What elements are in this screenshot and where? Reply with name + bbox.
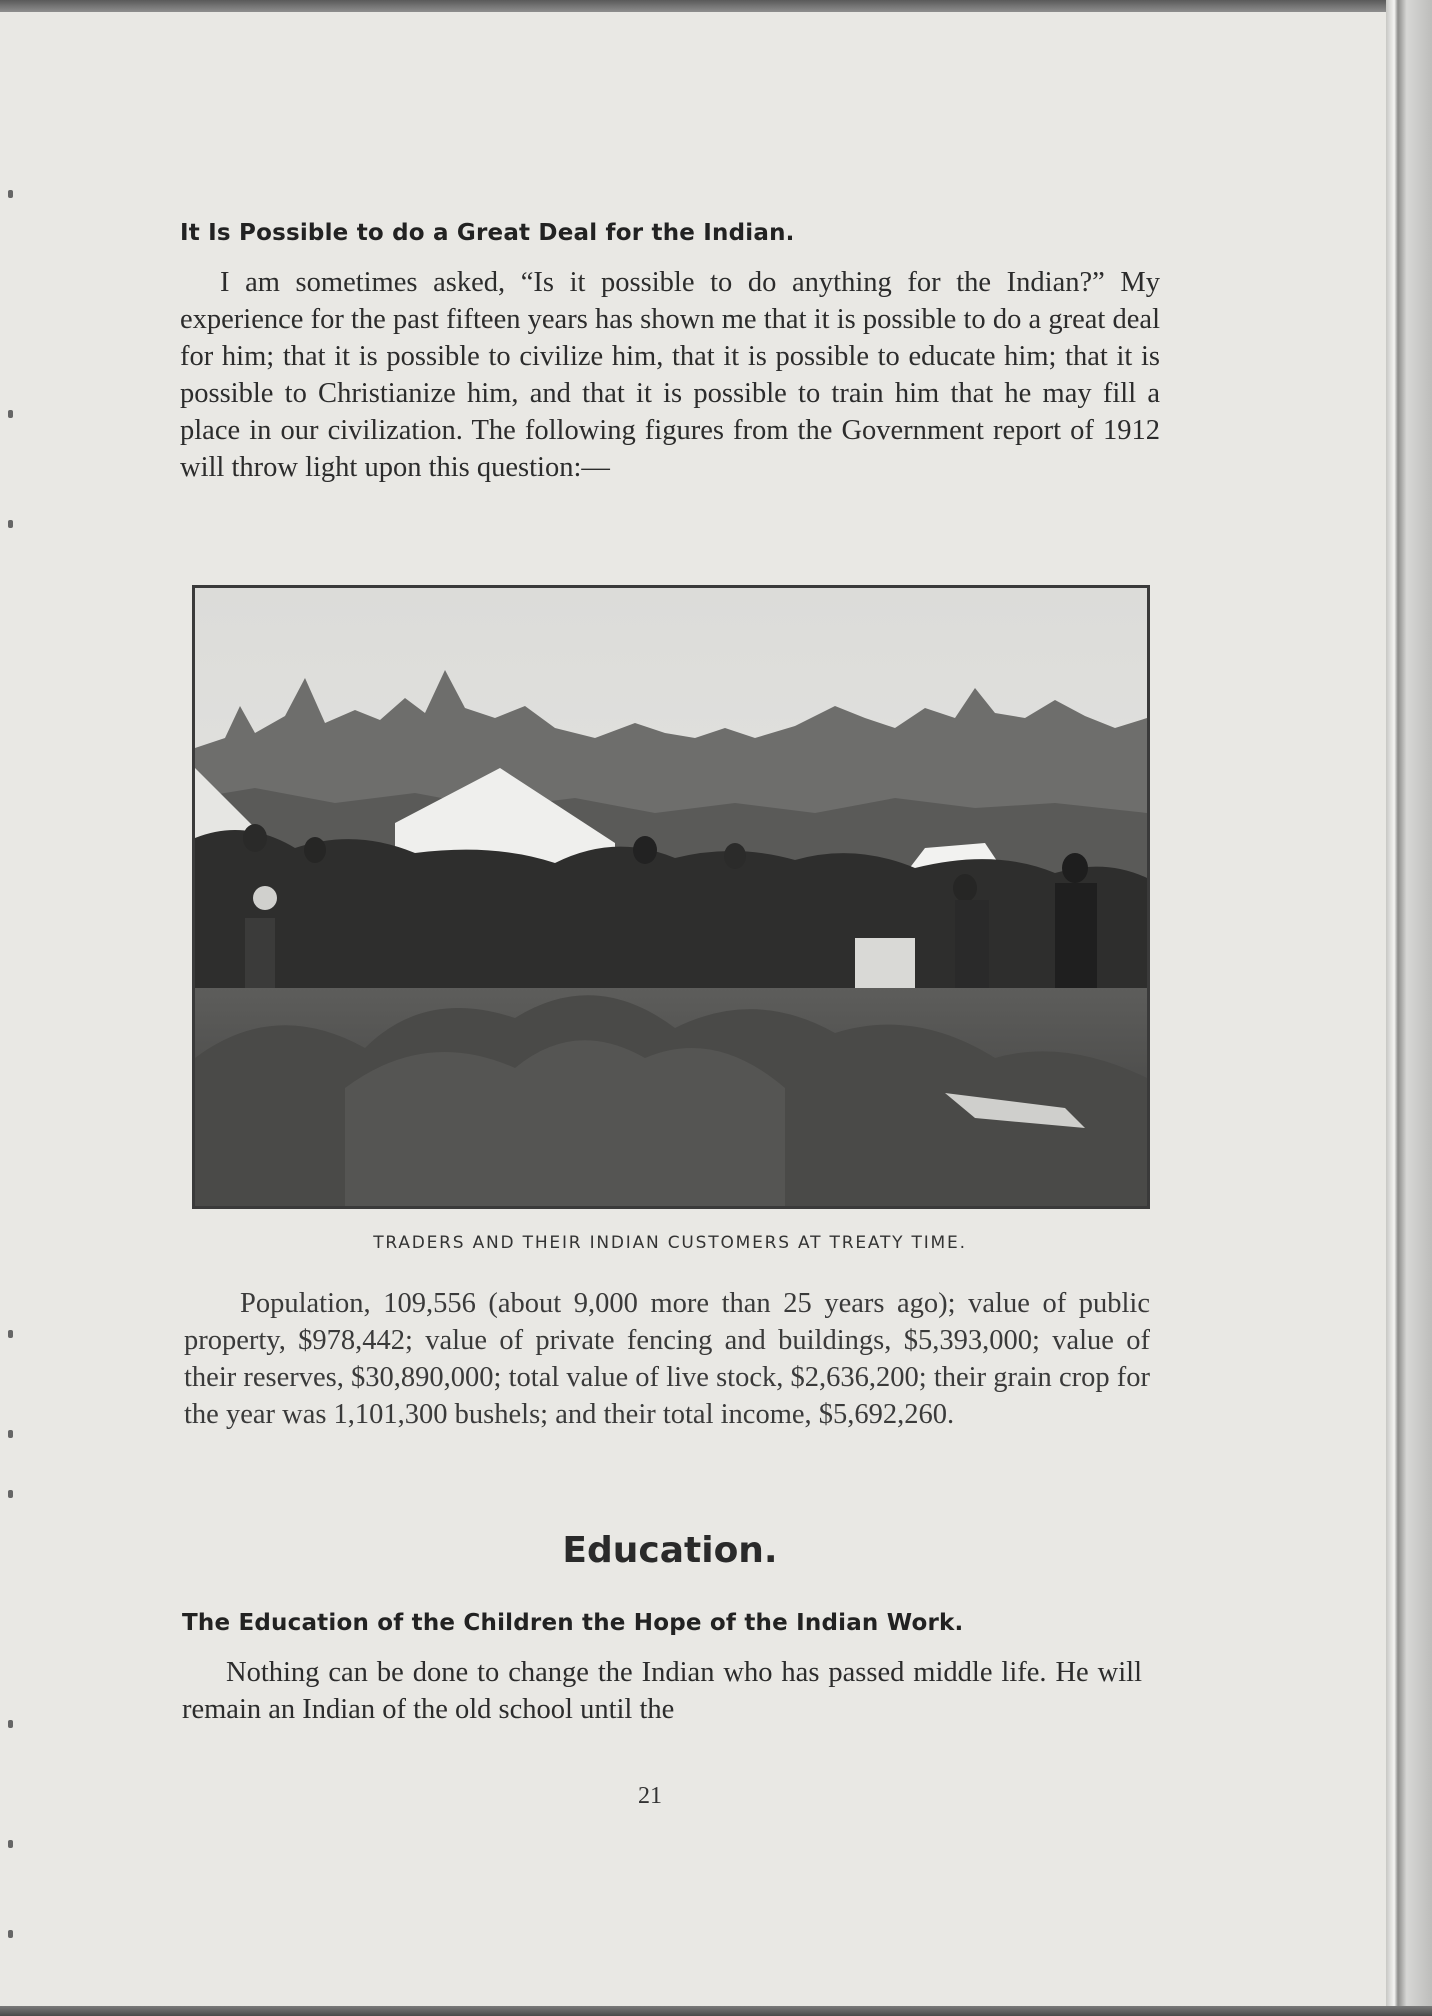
page-number: 21 (638, 1783, 662, 1809)
education-subheading: The Education of the Children the Hope of the Indian Work. (182, 1610, 964, 1636)
section-heading: It Is Possible to do a Great Deal for the Indian. (180, 220, 795, 246)
education-title: Education. (562, 1530, 778, 1571)
scan-bottom-edge (0, 2006, 1432, 2016)
scan-right-edge (1386, 0, 1432, 2016)
photo-caption: TRADERS AND THEIR INDIAN CUSTOMERS AT TREATY TIME. (373, 1233, 967, 1253)
binding-marks (4, 80, 18, 1940)
intro-paragraph: I am sometimes asked, “Is it possible to do anything for the Indian?” My experience for the past fifteen years has shown me that it is possible to do a great deal for him; that it is possible to civilize him, that it is possible to educate him; that it is possible to Christianize him, and that it is possible to train him that he may fill a place in our civilization. The following figures from the Government report of 1912 will throw light upon this question:— (180, 267, 1160, 483)
education-paragraph: Nothing can be done to change the Indian who has passed middle life. He will remain an Indian of the old school until the (182, 1657, 1142, 1725)
photo-illustration (195, 588, 1147, 1206)
scan-top-edge (0, 0, 1432, 12)
treaty-photograph (192, 585, 1150, 1209)
section-possible (180, 220, 1160, 486)
section-education (182, 1610, 1142, 1728)
statistics-block (184, 1285, 1150, 1433)
statistics-paragraph: Population, 109,556 (about 9,000 more than 25 years ago); value of public property, $978,442; value of private fencing and buildings, $5,393,000; value of their reserves, $30,890,000; total value of live stock, $2,636,200; their grain crop for the year was 1,101,300 bushels; and their total income, $5,692,260. (184, 1288, 1150, 1430)
